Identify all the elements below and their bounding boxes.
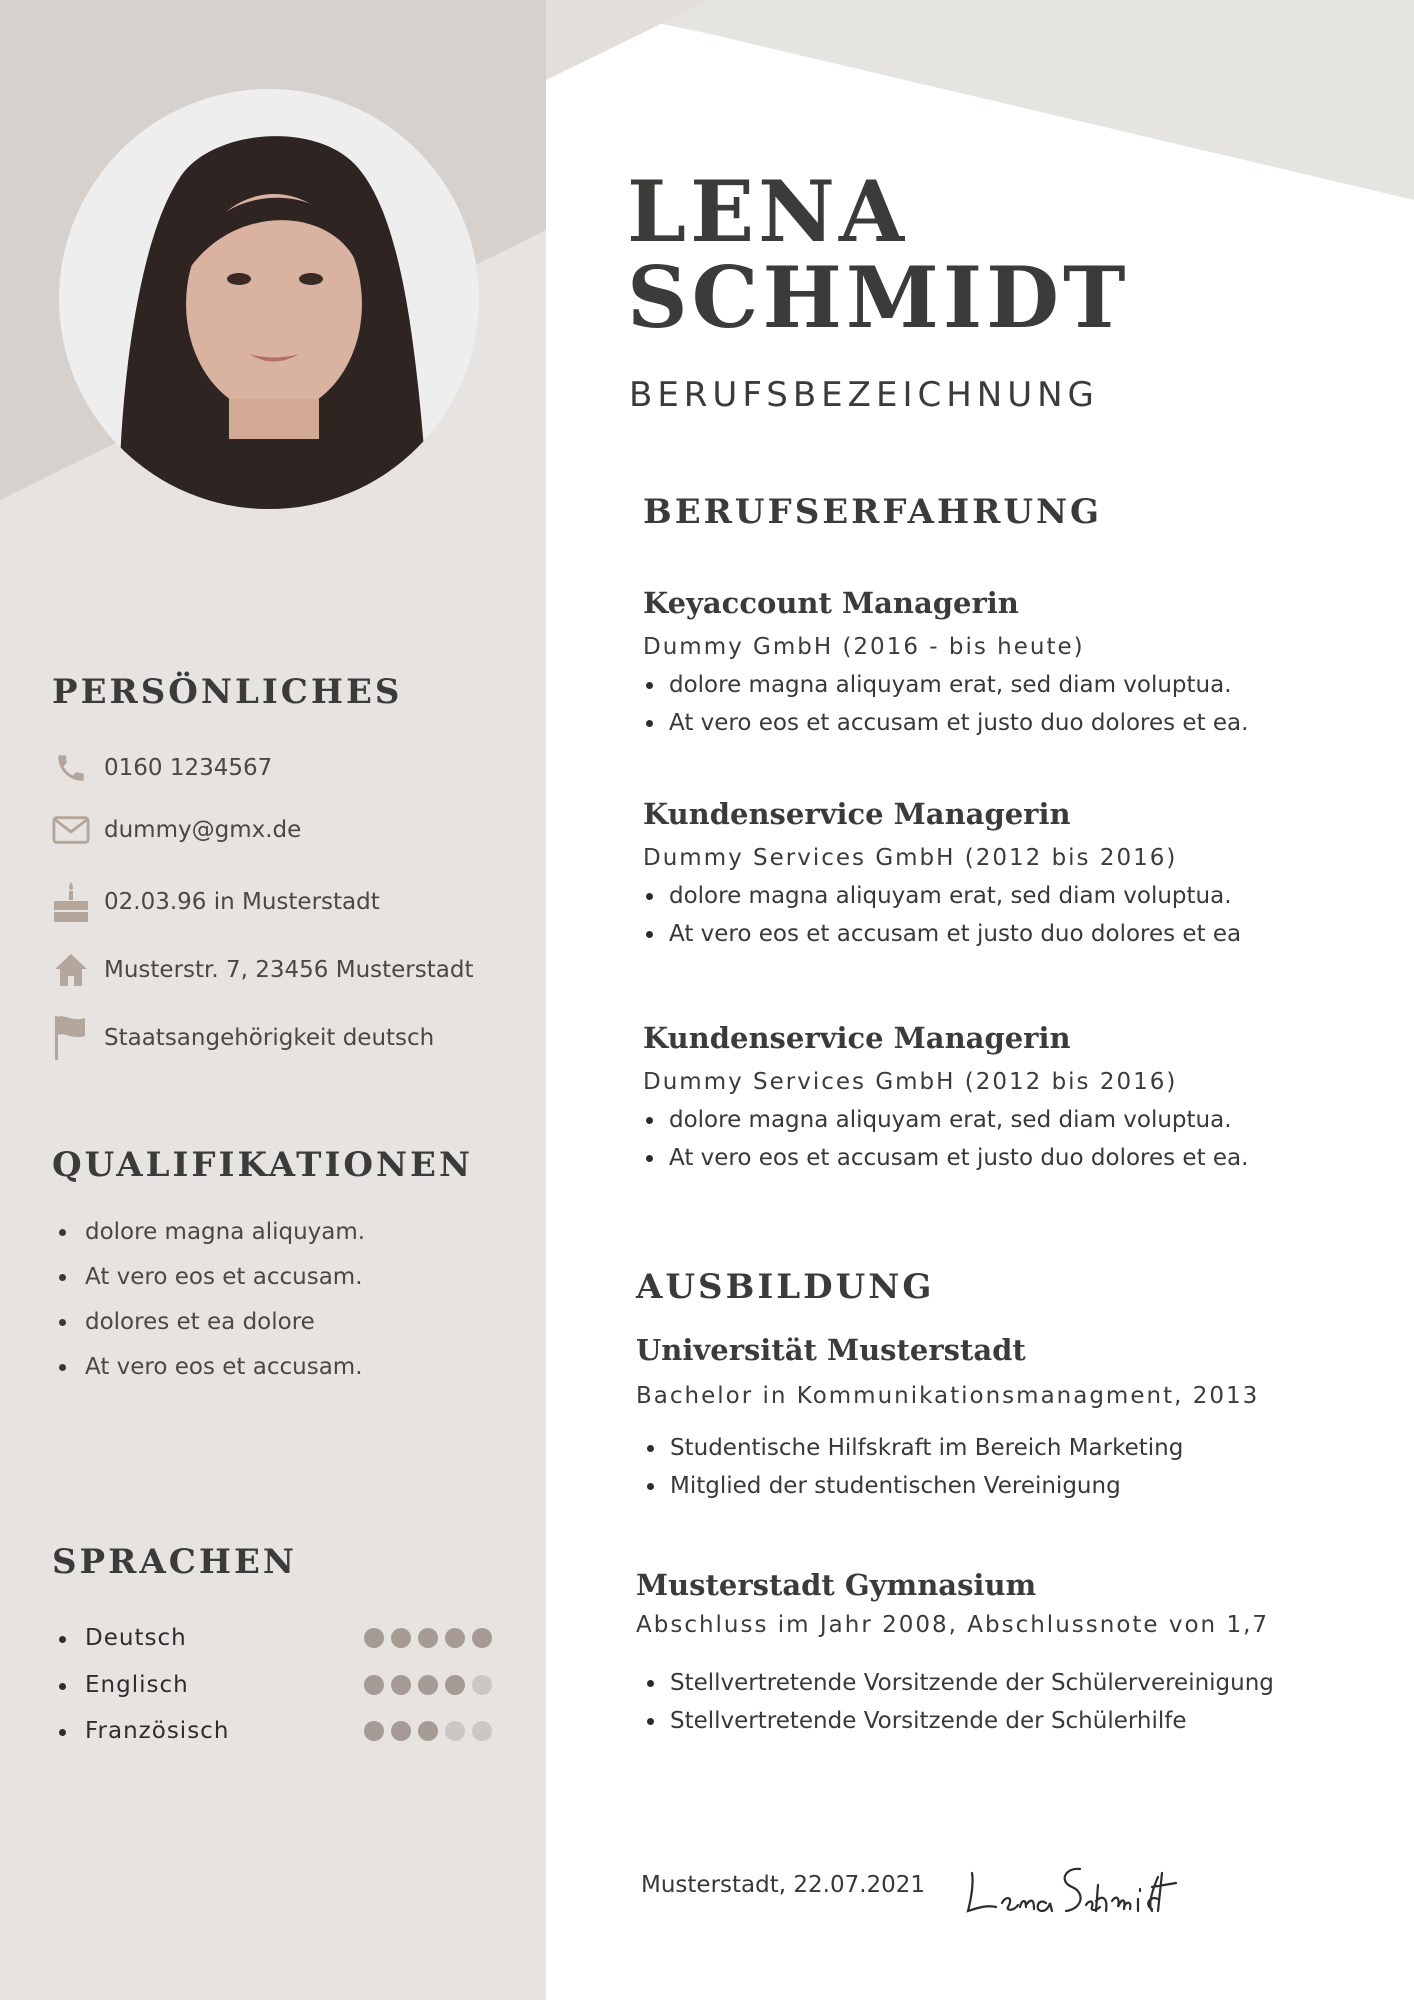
email-address[interactable]: dummy@gmx.de: [104, 817, 302, 843]
education-heading: AUSBILDUNG: [636, 1267, 935, 1307]
level-dot-filled: [391, 1675, 411, 1695]
list-item: At vero eos et accusam et justo duo dolores et ea.: [643, 704, 1363, 742]
job-company: Dummy GmbH (2016 - bis heute): [643, 634, 1085, 660]
job-position: Keyaccount Managerin: [643, 586, 1019, 620]
list-item: dolore magna aliquyam erat, sed diam voluptua.: [643, 1101, 1363, 1139]
language-name: Deutsch: [52, 1625, 364, 1651]
level-dot-filled: [418, 1628, 438, 1648]
last-name: SCHMIDT: [627, 248, 1130, 347]
level-dot-filled: [445, 1675, 465, 1695]
signature-image: [962, 1855, 1182, 1925]
level-dot-filled: [418, 1675, 438, 1695]
list-item: At vero eos et accusam et justo duo dolores et ea: [643, 915, 1363, 953]
nationality: Staatsangehörigkeit deutsch: [104, 1025, 435, 1051]
education-entry: [636, 1568, 1376, 1740]
level-dot-filled: [418, 1721, 438, 1741]
school-detail: Abschluss im Jahr 2008, Abschlussnote von 1,7: [636, 1612, 1270, 1638]
phone-number[interactable]: 0160 1234567: [104, 755, 273, 781]
contact-phone: [52, 748, 272, 788]
list-item: Studentische Hilfskraft im Bereich Marketing: [644, 1429, 1376, 1467]
school-detail: Bachelor in Kommunikationsmanagment, 2013: [636, 1383, 1260, 1409]
job-entry: [643, 797, 1363, 953]
list-item: At vero eos et accusam et justo duo dolores et ea.: [643, 1139, 1363, 1177]
level-dot-empty: [472, 1675, 492, 1695]
job-title: BERUFSBEZEICHNUNG: [629, 375, 1099, 415]
profile-photo: [59, 89, 479, 509]
experience-heading: BERUFSERFAHRUNG: [643, 492, 1103, 532]
level-dot-filled: [364, 1628, 384, 1648]
level-dot-filled: [364, 1675, 384, 1695]
contact-nationality: [52, 1018, 434, 1058]
flag-icon: [52, 1019, 90, 1057]
language-level-dots: [364, 1675, 492, 1695]
level-dot-filled: [391, 1721, 411, 1741]
job-entry: [643, 1021, 1363, 1177]
school-name: Universität Musterstadt: [636, 1333, 1026, 1367]
contact-email: [52, 810, 301, 850]
personal-heading: PERSÖNLICHES: [52, 672, 403, 712]
job-company: Dummy Services GmbH (2012 bis 2016): [643, 1069, 1178, 1095]
language-name: Englisch: [52, 1672, 364, 1698]
list-item: dolore magna aliquyam.: [52, 1210, 365, 1255]
list-item: At vero eos et accusam.: [52, 1255, 365, 1300]
list-item: At vero eos et accusam.: [52, 1345, 365, 1390]
contact-address: [52, 950, 473, 990]
place-and-date: Musterstadt, 22.07.2021: [641, 1872, 926, 1898]
qualifications-list: [52, 1210, 365, 1390]
language-name: Französisch: [52, 1718, 364, 1744]
job-position: Kundenservice Managerin: [643, 1021, 1071, 1055]
qualifications-heading: QUALIFIKATIONEN: [52, 1145, 474, 1185]
school-name: Musterstadt Gymnasium: [636, 1568, 1037, 1602]
birth-date-place: 02.03.96 in Musterstadt: [104, 889, 380, 915]
job-bullets: [643, 666, 1363, 742]
language-level-dots: [364, 1628, 492, 1648]
languages-heading: SPRACHEN: [52, 1542, 297, 1582]
address: Musterstr. 7, 23456 Musterstadt: [104, 957, 474, 983]
level-dot-empty: [445, 1721, 465, 1741]
first-name: LENA: [627, 162, 909, 261]
level-dot-filled: [472, 1628, 492, 1648]
level-dot-empty: [472, 1721, 492, 1741]
language-level-dots: [364, 1721, 492, 1741]
job-bullets: [643, 1101, 1363, 1177]
mail-icon: [52, 811, 90, 849]
school-bullets: [636, 1664, 1376, 1740]
birthday-cake-icon: [52, 883, 90, 921]
language-row-franzoesisch: [52, 1707, 492, 1754]
language-row-deutsch: [52, 1614, 492, 1661]
contact-birthday: [52, 882, 380, 922]
job-company: Dummy Services GmbH (2012 bis 2016): [643, 845, 1178, 871]
level-dot-filled: [391, 1628, 411, 1648]
phone-icon: [52, 749, 90, 787]
language-row-englisch: [52, 1661, 492, 1708]
list-item: dolore magna aliquyam erat, sed diam voluptua.: [643, 666, 1363, 704]
list-item: Stellvertretende Vorsitzende der Schülerhilfe: [644, 1702, 1376, 1740]
job-bullets: [643, 877, 1363, 953]
school-bullets: [636, 1429, 1376, 1505]
list-item: Stellvertretende Vorsitzende der Schülervereinigung: [644, 1664, 1376, 1702]
home-icon: [52, 951, 90, 989]
level-dot-filled: [445, 1628, 465, 1648]
level-dot-filled: [364, 1721, 384, 1741]
list-item: dolores et ea dolore: [52, 1300, 365, 1345]
list-item: Mitglied der studentischen Vereinigung: [644, 1467, 1376, 1505]
education-entry: [636, 1333, 1376, 1505]
job-position: Kundenservice Managerin: [643, 797, 1071, 831]
job-entry: [643, 586, 1363, 742]
list-item: dolore magna aliquyam erat, sed diam voluptua.: [643, 877, 1363, 915]
